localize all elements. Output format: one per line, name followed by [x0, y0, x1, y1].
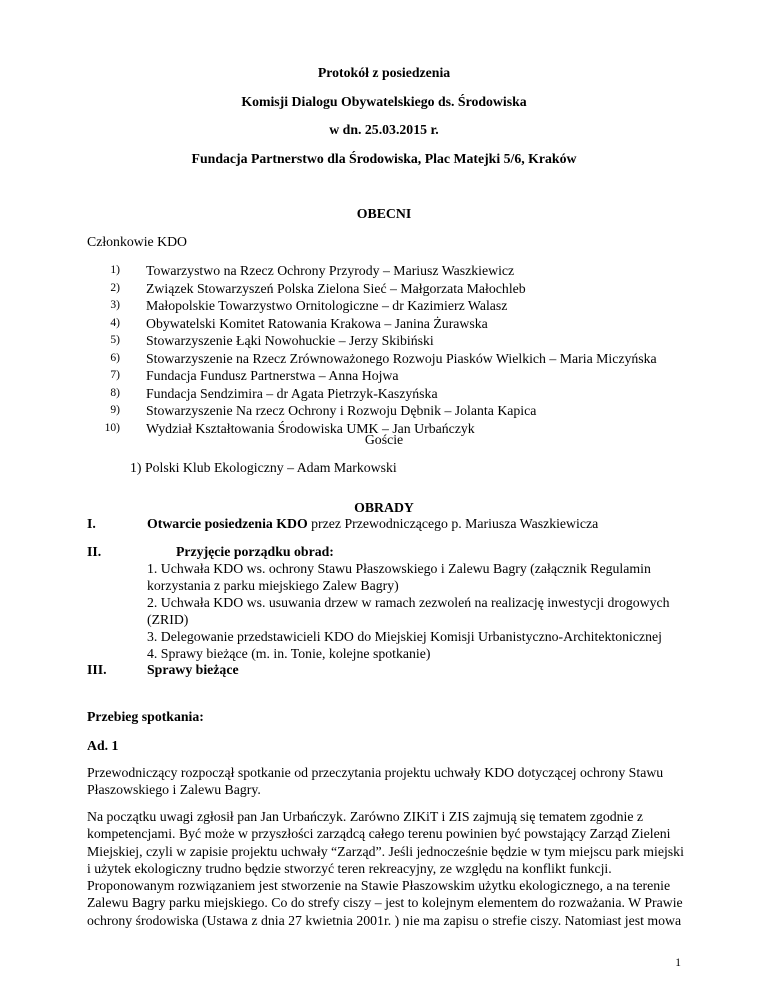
list-item	[100, 402, 657, 420]
list-number: 4)	[110, 316, 120, 329]
page-number: 1	[675, 957, 681, 969]
member-text: Obywatelski Komitet Ratowania Krakowa – Janina Żurawska	[146, 315, 488, 331]
member-text: Fundacja Sendzimira – dr Agata Pietrzyk-Kaszyńska	[146, 385, 438, 401]
member-text: Związek Stowarzyszeń Polska Zielona Sieć – Małgorzata Małochleb	[146, 280, 526, 296]
header-title: Protokół z posiedzenia	[317, 65, 451, 80]
members-label: Członkowie KDO	[87, 234, 188, 249]
member-text: Fundacja Fundusz Partnerstwa – Anna Hojwa	[146, 368, 399, 383]
list-item	[100, 280, 657, 298]
ad1-heading: Ad. 1	[87, 738, 119, 753]
list-item	[100, 297, 657, 315]
member-text: Stowarzyszenie Łąki Nowohuckie – Jerzy Skibiński	[146, 333, 434, 348]
list-number: 10)	[104, 421, 120, 434]
guest-item: 1) Polski Klub Ekologiczny – Adam Markowski	[130, 460, 397, 475]
agenda-num-2: II.	[87, 544, 102, 559]
list-item: 4. Sprawy bieżące (m. in. Tonie, kolejne spotkanie)	[147, 646, 431, 661]
agenda-num-3: III.	[87, 662, 107, 677]
list-item: 1. Uchwała KDO ws. ochrony Stawu Płaszowskiego i Zalewu Bagry (załącznik Regulamin korzystania z parku miejskiego Zalew Bagry)	[147, 561, 651, 593]
member-text: Małopolskie Towarzystwo Ornitologiczne – dr Kazimierz Walasz	[146, 298, 508, 313]
list-item: 2. Uchwała KDO ws. usuwania drzew w ramach zezwoleń na realizację inwestycji drogowych (ZRID)	[147, 595, 670, 627]
agenda-item-2-list	[147, 560, 707, 662]
member-text: Stowarzyszenie na Rzecz Zrównoważonego Rozwoju Piasków Wielkich – Maria Miczyńska	[146, 350, 657, 366]
agenda-item-1-bold: Otwarcie posiedzenia KDO	[147, 516, 308, 531]
list-item	[100, 262, 657, 280]
list-item	[100, 350, 657, 368]
list-number: 9)	[110, 404, 120, 416]
list-number: 8)	[110, 386, 120, 399]
list-number: 6)	[110, 351, 120, 364]
list-item	[100, 385, 657, 403]
list-item	[100, 315, 657, 333]
guests-heading: Goście	[364, 432, 404, 447]
paragraph-1: Przewodniczący rozpoczął spotkanie od przeczytania projektu uchwały KDO dotyczącej ochrony Stawu Płaszowskiego i Zalewu Bagry.	[87, 765, 664, 798]
agenda-num-1: I.	[87, 516, 96, 531]
member-text: Wydział Kształtowania Środowiska UMK – Jan Urbańczyk	[146, 420, 475, 436]
obrady-heading: OBRADY	[354, 500, 414, 515]
list-number: 1)	[110, 264, 120, 276]
list-number: 5)	[110, 334, 120, 346]
members-list	[100, 262, 657, 437]
obecni-heading: OBECNI	[356, 206, 412, 221]
list-number: 7)	[110, 369, 120, 381]
list-item: 3. Delegowanie przedstawicieli KDO do Miejskiej Komisji Urbanistyczno-Architektonicznej	[147, 629, 662, 644]
agenda-item-1-rest: przez Przewodniczącego p. Mariusza Waszkiewicza	[307, 516, 599, 531]
header-date: w dn. 25.03.2015 r.	[329, 122, 439, 137]
header-location: Fundacja Partnerstwo dla Środowiska, Plac Matejki 5/6, Kraków	[191, 151, 577, 166]
list-item	[100, 367, 657, 385]
member-text: Towarzystwo na Rzecz Ochrony Przyrody – Mariusz Waszkiewicz	[146, 263, 515, 278]
agenda-item-1	[147, 515, 598, 532]
agenda-item-3-title: Sprawy bieżące	[147, 662, 239, 677]
przebieg-heading: Przebieg spotkania:	[87, 709, 204, 724]
agenda-item-2-title: Przyjęcie porządku obrad:	[176, 544, 334, 559]
header-commission: Komisji Dialogu Obywatelskiego ds. Środowiska	[241, 94, 527, 109]
paragraph-2: Na początku uwagi zgłosił pan Jan Urbańczyk. Zarówno ZIKiT i ZIS zajmują się tematem zgodnie z kompetencjami. Być może w przyszłości zarządcą całego terenu powinien być powstający Zarząd Zieleni Miejskiej, czyli w zapisie projektu uchwały “Zarząd”. Jeśli jednocześnie będzie w tym miejscu park miejski i użytek ekologiczny trudno będzie stworzyć teren rekreacyjny, ze względu na konflikt funkcji. Proponowanym rozwiązaniem jest stworzenie na Stawie Płaszowskim użytku ekologicznego, a na terenie Zalewu Bagry parku miejskiego. Co do strefy ciszy – jest to kolejnym elementem do rozważania. W Prawie ochrony środowiska (Ustawa z dnia 27 kwietnia 2001r. ) nie ma zapisu o strefie ciszy. Natomiast jest mowa	[87, 809, 684, 928]
member-text: Stowarzyszenie Na rzecz Ochrony i Rozwoju Dębnik – Jolanta Kapica	[146, 403, 537, 418]
list-item	[100, 332, 657, 350]
list-number: 3)	[110, 299, 120, 311]
list-number: 2)	[110, 281, 120, 294]
